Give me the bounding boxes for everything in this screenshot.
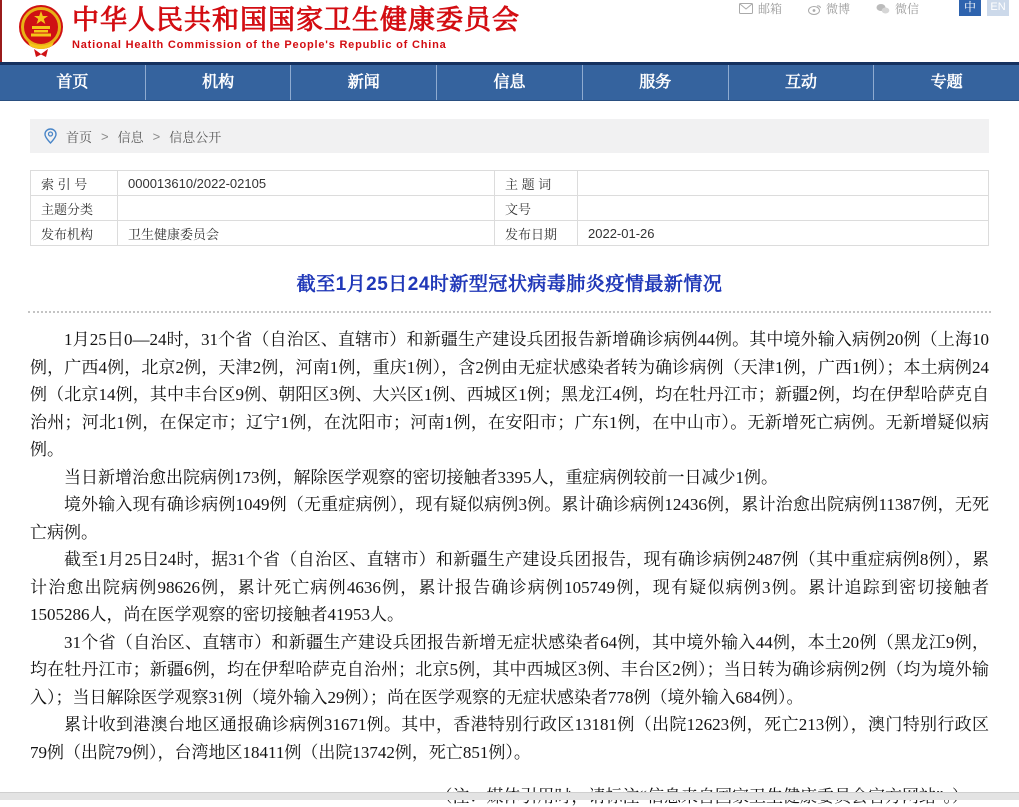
mail-link-label: 邮箱 [757, 2, 782, 16]
paragraph-imported: 境外输入现有确诊病例1049例（无重症病例），现有疑似病例3例。累计确诊病例12436例，累计治愈出院病例11387例，无死亡病例。 [30, 495, 989, 542]
site-header [0, 0, 1019, 62]
breadcrumb-info[interactable]: 信息 [117, 129, 144, 145]
paragraph-asymptomatic: 31个省（自治区、直辖市）和新疆生产建设兵团报告新增无症状感染者64例，其中境外输入44例，本土20例（黑龙江9例，均在牡丹江市；新疆6例，均在伊犁哈萨克自治州；北京5例，其中西城区3例、丰台区2例）；当日转为确诊病例2例（均为境外输入）；当日解除医学观察31例（境外输入29例）；尚在医学观察的无症状感染者778例（境外输入684例）。 [30, 632, 989, 707]
national-emblem-icon [18, 2, 64, 58]
location-pin-icon [44, 128, 57, 144]
nav-item-news[interactable]: 新闻 [291, 65, 437, 100]
dotted-divider [28, 311, 991, 313]
weibo-icon [808, 3, 821, 15]
site-title-english: National Health Commission of the People's Republic of China [72, 39, 447, 51]
meta-label-publisher: 发布机构 [31, 221, 118, 246]
main-nav [0, 62, 1019, 101]
mail-link[interactable] [739, 0, 782, 17]
article-title: 截至1月25日24时新型冠状病毒肺炎疫情最新情况 [296, 274, 723, 295]
table-row [31, 196, 989, 221]
nav-item-org[interactable]: 机构 [146, 65, 292, 100]
wechat-link[interactable] [876, 0, 919, 17]
nav-item-topics[interactable]: 专题 [930, 74, 963, 91]
paragraph-hk-macao-taiwan: 累计收到港澳台地区通报确诊病例31671例。其中，香港特别行政区13181例（出院12623例，死亡213例），澳门特别行政区79例（出院79例），台湾地区18411例（出院13742例，死亡851例）。 [30, 715, 989, 762]
paragraph-cumulative: 截至1月25日24时，据31个省（自治区、直辖市）和新疆生产建设兵团报告，现有确诊病例2487例（其中重症病例8例），累计治愈出院病例98626例，累计死亡病例4636例，累计报告确诊病例105749例，现有疑似病例3例。累计追踪到密切接触者1505286人，尚在医学观察的密切接触者41953人。 [30, 550, 989, 624]
breadcrumb [30, 119, 989, 153]
mail-icon [739, 3, 753, 14]
breadcrumb-info-disclosure[interactable]: 信息公开 [169, 129, 222, 145]
breadcrumb-separator: > [101, 128, 109, 144]
lang-en-button[interactable]: EN [987, 0, 1009, 16]
document-meta-table [30, 170, 989, 246]
meta-label-keywords: 主 题 词 [495, 171, 578, 196]
site-title: 中华人民共和国国家卫生健康委员会 [72, 5, 520, 35]
weibo-link-label: 微博 [825, 2, 850, 16]
article-body [30, 326, 989, 766]
lang-zh-button[interactable]: 中 [959, 0, 981, 16]
nav-item-service[interactable]: 服务 [583, 65, 729, 100]
meta-label-docnum: 文号 [495, 196, 578, 221]
meta-value-publisher: 卫生健康委员会 [118, 221, 495, 246]
breadcrumb-home[interactable]: 首页 [66, 129, 93, 145]
weibo-link[interactable] [808, 0, 850, 17]
nav-item-info[interactable]: 信息 [437, 65, 583, 100]
nav-item-interact[interactable]: 互动 [729, 65, 875, 100]
meta-value-docnum [578, 196, 989, 221]
paragraph-recovered: 当日新增治愈出院病例173例，解除医学观察的密切接触者3395人，重症病例较前一日减少1例。 [64, 467, 778, 487]
meta-label-category: 主题分类 [31, 196, 118, 221]
meta-label-index: 索 引 号 [31, 171, 118, 196]
table-row [31, 171, 989, 196]
meta-label-pubdate: 发布日期 [495, 221, 578, 246]
breadcrumb-separator: > [152, 128, 161, 144]
meta-value-index: 000013610/2022-02105 [118, 171, 495, 196]
nav-item-home[interactable]: 首页 [0, 65, 146, 100]
paragraph-new-cases: 1月25日0—24时，31个省（自治区、直辖市）和新疆生产建设兵团报告新增确诊病例44例。其中境外输入病例20例（上海10例，广西4例，北京2例，天津2例，河南1例，重庆1例），含2例由无症状感染者转为确诊病例（天津1例，广西1例）；本土病例24例（北京14例，其中丰台区9例、朝阳区3例、大兴区1例、西城区1例；黑龙江4例，均在牡丹江市；新疆2例，均在伊犁哈萨克自治州；河北1例，在保定市；辽宁1例，在沈阳市；河南1例，在安阳市；广东1例，在中山市）。无新增死亡病例。无新增疑似病例。 [30, 330, 989, 459]
meta-value-category [118, 196, 495, 221]
wechat-icon [876, 3, 890, 15]
meta-value-pubdate: 2022-01-26 [578, 221, 989, 246]
wechat-link-label: 微信 [894, 2, 919, 16]
footer-strip [0, 792, 1019, 800]
meta-value-keywords [578, 171, 989, 196]
table-row [31, 221, 989, 246]
header-quick-links [739, 0, 1009, 17]
